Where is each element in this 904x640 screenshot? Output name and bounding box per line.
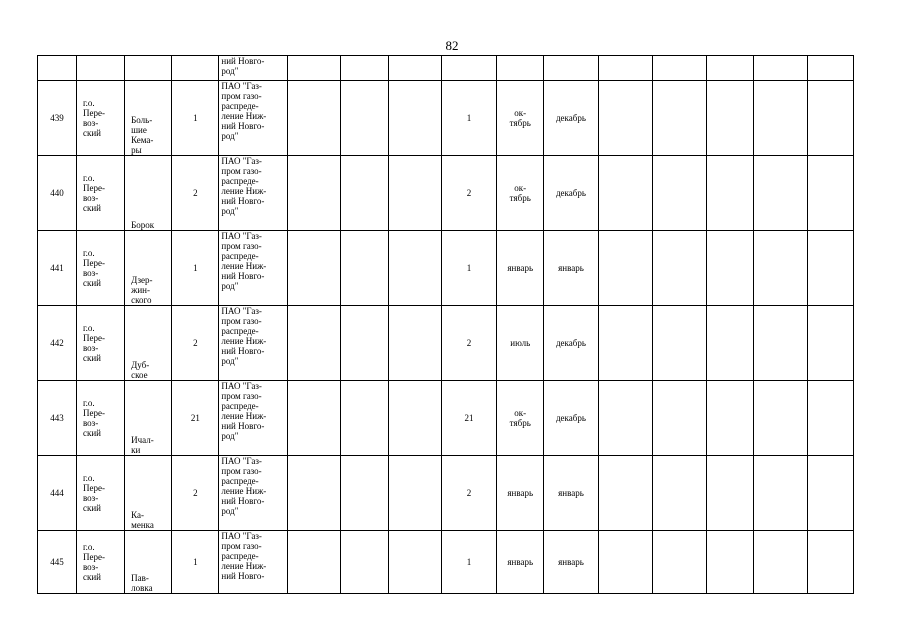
cell-locality	[125, 456, 172, 531]
cell-text-line: Пере-	[82, 258, 105, 268]
cell-empty	[388, 81, 441, 156]
cell-text-line: воз-	[82, 343, 99, 353]
cell-start-month	[497, 306, 544, 381]
cell-text-line: ление Ниж-	[221, 336, 267, 346]
table-row	[38, 381, 854, 456]
cell-locality	[125, 231, 172, 306]
cell-empty	[288, 81, 341, 156]
cell-empty	[341, 231, 388, 306]
cell-empty	[598, 156, 652, 231]
cell-empty	[652, 81, 706, 156]
cell-text-line: ний Новго-	[221, 56, 265, 66]
cell-text-line: январь	[558, 488, 584, 498]
cell-empty	[754, 56, 807, 81]
cell-text-line: Пере-	[82, 333, 105, 343]
cell-text-line: род"	[221, 506, 239, 516]
cell-empty	[38, 56, 77, 81]
cell-row-number: 444	[38, 456, 77, 531]
cell-organization	[219, 456, 288, 531]
cell-count-2: 1	[441, 531, 496, 594]
cell-empty	[807, 231, 853, 306]
cell-text-line: пром газо-	[221, 241, 262, 251]
cell-text-line: ний Новго-	[221, 421, 265, 431]
cell-text-line: воз-	[82, 418, 99, 428]
cell-text-line: Ка-	[131, 510, 145, 520]
cell-end-month	[544, 456, 598, 531]
cell-text-line: декабрь	[555, 188, 586, 198]
cell-text-line: пром газо-	[221, 166, 262, 176]
cell-text-line: шие	[131, 125, 147, 135]
cell-text-line: г.о.	[82, 248, 95, 258]
cell-organization	[219, 81, 288, 156]
cell-empty	[288, 156, 341, 231]
cell-text-line: г.о.	[82, 323, 95, 333]
cell-start-month	[497, 381, 544, 456]
cell-empty	[754, 81, 807, 156]
cell-empty	[707, 156, 754, 231]
cell-text-line: ок-	[514, 108, 527, 118]
cell-text-line: распреде-	[221, 476, 259, 486]
cell-text-line: род"	[221, 281, 239, 291]
cell-empty	[288, 306, 341, 381]
cell-empty	[707, 456, 754, 531]
cell-organization	[219, 56, 288, 81]
cell-text-line: ление Ниж-	[221, 411, 267, 421]
cell-text-line: Пере-	[82, 552, 105, 562]
cell-locality	[125, 381, 172, 456]
cell-text-line: январь	[558, 263, 584, 273]
cell-start-month	[497, 531, 544, 594]
cell-text-line: ок-	[514, 408, 527, 418]
cell-end-month	[544, 531, 598, 594]
cell-empty	[707, 81, 754, 156]
cell-text-line: ний Новго-	[221, 496, 265, 506]
cell-count: 2	[172, 156, 219, 231]
cell-empty	[341, 531, 388, 594]
cell-empty	[598, 231, 652, 306]
cell-text-line: Пере-	[82, 408, 105, 418]
cell-empty	[754, 381, 807, 456]
cell-empty	[707, 56, 754, 81]
cell-text-line: род"	[221, 131, 239, 141]
cell-empty	[172, 56, 219, 81]
table-row	[38, 456, 854, 531]
cell-text-line: январь	[507, 263, 534, 273]
cell-empty	[707, 306, 754, 381]
cell-count-2: 2	[441, 156, 496, 231]
cell-municipality	[76, 381, 124, 456]
cell-empty	[288, 231, 341, 306]
cell-empty	[288, 456, 341, 531]
cell-empty	[288, 381, 341, 456]
cell-text-line: ление Ниж-	[221, 261, 267, 271]
cell-empty	[341, 156, 388, 231]
cell-text-line: распреде-	[221, 401, 259, 411]
cell-empty	[807, 56, 853, 81]
cell-empty	[807, 306, 853, 381]
cell-text-line: ПАО "Газ-	[221, 531, 262, 541]
cell-text-line: ры	[131, 145, 142, 155]
cell-text-line: ПАО "Газ-	[221, 81, 262, 91]
cell-empty	[598, 56, 652, 81]
cell-text-line: Пере-	[82, 483, 105, 493]
cell-empty	[707, 231, 754, 306]
cell-end-month	[544, 81, 598, 156]
cell-text-line: Пав-	[131, 573, 149, 583]
cell-text-line: пром газо-	[221, 466, 262, 476]
cell-municipality	[76, 531, 124, 594]
cell-text-line: ПАО "Газ-	[221, 306, 262, 316]
cell-empty	[652, 306, 706, 381]
cell-text-line: ление Ниж-	[221, 111, 267, 121]
cell-empty	[441, 56, 496, 81]
cell-empty	[754, 306, 807, 381]
cell-text-line: январь	[558, 557, 584, 567]
cell-municipality	[76, 231, 124, 306]
cell-organization	[219, 531, 288, 594]
cell-count: 1	[172, 231, 219, 306]
cell-text-line: жин-	[131, 285, 150, 295]
cell-text-line: ление Ниж-	[221, 561, 267, 571]
cell-text-line: пром газо-	[221, 316, 262, 326]
cell-empty	[652, 156, 706, 231]
cell-empty	[388, 306, 441, 381]
cell-empty	[807, 456, 853, 531]
cell-text-line: пром газо-	[221, 91, 262, 101]
cell-text-line: род"	[221, 356, 239, 366]
cell-empty	[598, 81, 652, 156]
cell-empty	[388, 156, 441, 231]
cell-empty	[807, 381, 853, 456]
cell-text-line: ского	[131, 295, 152, 305]
cell-empty	[652, 456, 706, 531]
cell-text-line: ление Ниж-	[221, 186, 267, 196]
cell-start-month	[497, 231, 544, 306]
cell-text-line: ПАО "Газ-	[221, 456, 262, 466]
cell-start-month	[497, 456, 544, 531]
table-row	[38, 306, 854, 381]
cell-text-line: ление Ниж-	[221, 486, 267, 496]
table-row-continuation	[38, 56, 854, 81]
cell-text-line: Пере-	[82, 108, 105, 118]
cell-text-line: ское	[131, 370, 148, 380]
cell-text-line: пром газо-	[221, 391, 262, 401]
cell-empty	[497, 56, 544, 81]
cell-text-line: распреде-	[221, 551, 259, 561]
cell-empty	[707, 531, 754, 594]
cell-locality	[125, 531, 172, 594]
cell-empty	[598, 456, 652, 531]
table-row	[38, 531, 854, 594]
cell-text-line: тябрь	[509, 418, 531, 428]
cell-empty	[598, 531, 652, 594]
cell-text-line: ПАО "Газ-	[221, 231, 262, 241]
cell-text-line: ский	[82, 353, 101, 363]
cell-text-line: ок-	[514, 183, 527, 193]
cell-text-line: ПАО "Газ-	[221, 156, 262, 166]
cell-empty	[652, 56, 706, 81]
cell-text-line: ский	[82, 203, 101, 213]
cell-count: 21	[172, 381, 219, 456]
cell-row-number: 439	[38, 81, 77, 156]
cell-municipality	[76, 456, 124, 531]
cell-text-line: распреде-	[221, 101, 259, 111]
cell-locality	[125, 306, 172, 381]
cell-empty	[598, 381, 652, 456]
cell-text-line: январь	[507, 557, 534, 567]
cell-row-number: 440	[38, 156, 77, 231]
cell-organization	[219, 381, 288, 456]
cell-text-line: декабрь	[555, 113, 586, 123]
cell-text-line: г.о.	[82, 473, 95, 483]
cell-empty	[754, 531, 807, 594]
cell-text-line: ский	[82, 128, 101, 138]
cell-row-number: 443	[38, 381, 77, 456]
cell-text-line: г.о.	[82, 98, 95, 108]
cell-empty	[388, 56, 441, 81]
cell-empty	[341, 56, 388, 81]
cell-text-line: ки	[131, 445, 141, 455]
cell-empty	[754, 231, 807, 306]
cell-count: 2	[172, 456, 219, 531]
cell-count-2: 1	[441, 81, 496, 156]
cell-municipality	[76, 306, 124, 381]
cell-text-line: Кема-	[131, 135, 154, 145]
cell-empty	[388, 231, 441, 306]
table-row	[38, 156, 854, 231]
cell-end-month	[544, 306, 598, 381]
cell-empty	[754, 156, 807, 231]
cell-empty	[807, 81, 853, 156]
cell-text-line: ний Новго-	[221, 571, 265, 581]
cell-text-line: ний Новго-	[221, 196, 265, 206]
cell-empty	[341, 81, 388, 156]
cell-text-line: распреде-	[221, 251, 259, 261]
cell-empty	[288, 56, 341, 81]
cell-empty	[388, 381, 441, 456]
cell-text-line: декабрь	[555, 338, 586, 348]
cell-text-line: Дзер-	[131, 275, 153, 285]
cell-text-line: воз-	[82, 118, 99, 128]
cell-text-line: Ичал-	[131, 435, 154, 445]
cell-text-line: Боль-	[131, 115, 153, 125]
cell-count: 1	[172, 81, 219, 156]
cell-empty	[807, 156, 853, 231]
cell-text-line: ПАО "Газ-	[221, 381, 262, 391]
cell-empty	[76, 56, 124, 81]
cell-empty	[388, 531, 441, 594]
cell-municipality	[76, 81, 124, 156]
cell-empty	[754, 456, 807, 531]
cell-text-line: воз-	[82, 562, 99, 572]
cell-text-line: июль	[510, 338, 531, 348]
cell-text-line: декабрь	[555, 413, 586, 423]
cell-text-line: тябрь	[509, 118, 531, 128]
cell-empty	[652, 531, 706, 594]
cell-text-line: распреде-	[221, 176, 259, 186]
cell-text-line: ний Новго-	[221, 271, 265, 281]
cell-locality	[125, 81, 172, 156]
cell-text-line: январь	[507, 488, 534, 498]
cell-text-line: воз-	[82, 493, 99, 503]
cell-empty	[341, 381, 388, 456]
cell-text-line: воз-	[82, 268, 99, 278]
cell-locality	[125, 156, 172, 231]
cell-organization	[219, 231, 288, 306]
cell-end-month	[544, 381, 598, 456]
cell-organization	[219, 306, 288, 381]
cell-start-month	[497, 81, 544, 156]
cell-text-line: ский	[82, 278, 101, 288]
cell-end-month	[544, 156, 598, 231]
cell-text-line: пром газо-	[221, 541, 262, 551]
cell-text-line: г.о.	[82, 398, 95, 408]
cell-empty	[125, 56, 172, 81]
cell-end-month	[544, 231, 598, 306]
cell-count: 1	[172, 531, 219, 594]
cell-text-line: Дуб-	[131, 360, 150, 370]
cell-start-month	[497, 156, 544, 231]
cell-empty	[388, 456, 441, 531]
cell-text-line: ский	[82, 572, 101, 582]
cell-text-line: род"	[221, 66, 239, 76]
cell-empty	[652, 381, 706, 456]
cell-text-line: ний Новго-	[221, 346, 265, 356]
cell-text-line: менка	[131, 520, 154, 530]
cell-empty	[707, 381, 754, 456]
table-row	[38, 231, 854, 306]
data-table	[37, 55, 854, 594]
cell-text-line: род"	[221, 206, 239, 216]
cell-municipality	[76, 156, 124, 231]
cell-text-line: Борок	[131, 220, 155, 230]
cell-empty	[652, 231, 706, 306]
cell-text-line: Пере-	[82, 183, 105, 193]
cell-count-2: 21	[441, 381, 496, 456]
cell-empty	[288, 531, 341, 594]
cell-empty	[341, 456, 388, 531]
cell-empty	[341, 306, 388, 381]
cell-organization	[219, 156, 288, 231]
cell-text-line: ний Новго-	[221, 121, 265, 131]
cell-row-number: 441	[38, 231, 77, 306]
page-number: 82	[445, 38, 459, 53]
cell-count-2: 1	[441, 231, 496, 306]
cell-text-line: тябрь	[509, 193, 531, 203]
cell-text-line: род"	[221, 431, 239, 441]
cell-text-line: воз-	[82, 193, 99, 203]
cell-empty	[807, 531, 853, 594]
cell-count: 2	[172, 306, 219, 381]
cell-count-2: 2	[441, 456, 496, 531]
cell-empty	[598, 306, 652, 381]
table-body	[38, 56, 854, 594]
cell-text-line: ский	[82, 503, 101, 513]
table-row	[38, 81, 854, 156]
cell-text-line: распреде-	[221, 326, 259, 336]
cell-text-line: г.о.	[82, 173, 95, 183]
cell-count-2: 2	[441, 306, 496, 381]
cell-text-line: ский	[82, 428, 101, 438]
cell-empty	[544, 56, 598, 81]
cell-row-number: 445	[38, 531, 77, 594]
cell-row-number: 442	[38, 306, 77, 381]
cell-text-line: ловка	[131, 583, 153, 593]
cell-text-line: г.о.	[82, 542, 95, 552]
